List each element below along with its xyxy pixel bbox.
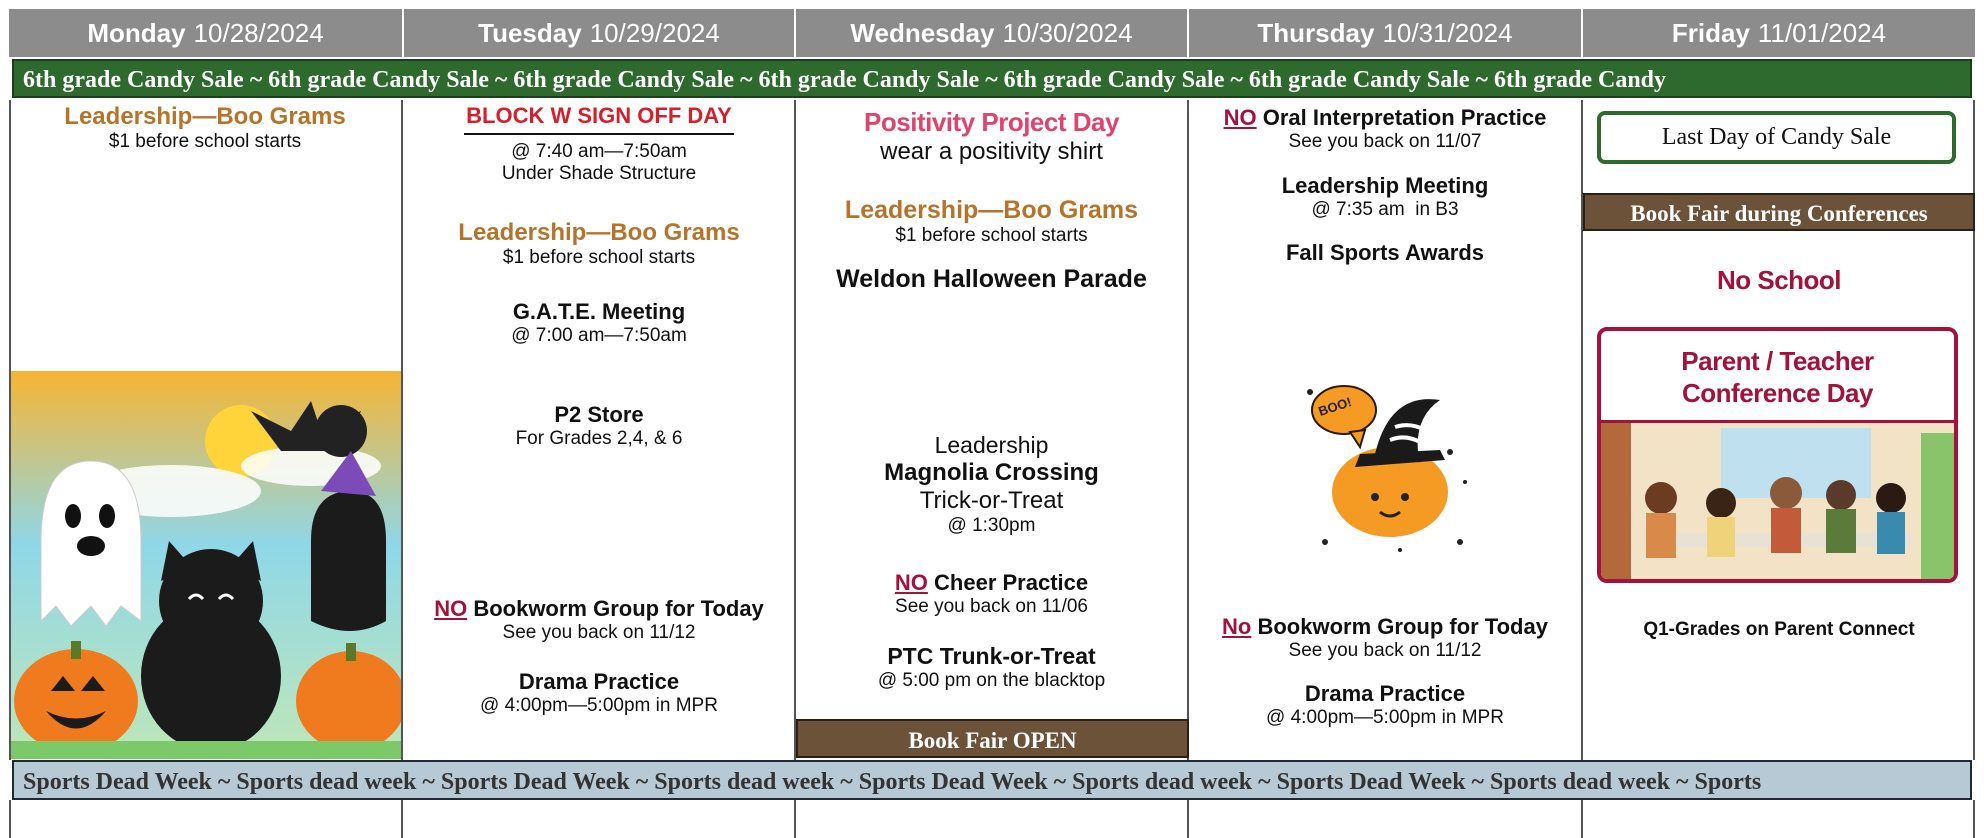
day-date: 11/01/2024	[1757, 17, 1887, 48]
boo-grams-title: Leadership—Boo Grams	[458, 219, 740, 246]
boo-grams-sub: $1 before school starts	[895, 225, 1088, 246]
monday-boo-grams	[11, 103, 399, 153]
day-date: 10/31/2024	[1382, 17, 1513, 48]
tuesday-p2-store	[404, 402, 794, 450]
header-monday	[9, 9, 402, 57]
gate-time: @ 7:00 am—7:50am	[511, 325, 687, 346]
tuesday-bookworm	[404, 596, 794, 644]
magnolia-title: Magnolia Crossing	[884, 459, 1099, 486]
day-name: Tuesday	[478, 17, 582, 48]
tuesday-gate-meeting	[404, 299, 794, 347]
positivity-sub: wear a positivity shirt	[880, 138, 1103, 165]
fall-sports-awards: Fall Sports Awards	[1285, 240, 1485, 265]
day-date: 10/28/2024	[193, 17, 324, 48]
no-school: No School	[1716, 265, 1842, 295]
thursday-bookworm	[1189, 614, 1581, 662]
block-w-title: BLOCK W SIGN OFF DAY	[464, 103, 734, 135]
candy-sale-banner: 6th grade Candy Sale ~ 6th grade Candy Sale ~ 6th grade Candy Sale ~ 6th grade Candy Sale ~ 6th grade Candy Sale ~ 6th grade Candy Sale ~ 6th grade Candy	[12, 59, 1972, 98]
leadership-time: @ 7:35 am in B3	[1311, 199, 1459, 220]
wednesday-boo-grams	[796, 196, 1187, 247]
ptc-sub: @ 5:00 pm on the blacktop	[877, 670, 1106, 691]
header-thursday	[1189, 9, 1581, 57]
tuesday-drama	[404, 669, 794, 717]
bookworm-sub: See you back on 11/12	[502, 622, 696, 643]
header-tuesday	[404, 9, 794, 57]
conference-title: Parent / Teacher Conference Day	[1601, 331, 1954, 423]
bookfair-open-banner: Book Fair OPEN	[796, 719, 1189, 758]
drama-time: @ 4:00pm—5:00pm in MPR	[1266, 707, 1504, 728]
trick-time: @ 1:30pm	[947, 515, 1036, 536]
conference-day-card	[1597, 327, 1958, 583]
conference-illustration	[1601, 423, 1954, 583]
pumpkin-witch-hat-illustration	[1300, 372, 1480, 557]
block-w-time: @ 7:40 am—7:50am	[511, 141, 687, 162]
boo-bubble-text: BOO!	[1316, 394, 1354, 419]
no-label: NO	[434, 596, 468, 621]
column-divider	[1581, 800, 1583, 838]
column-divider	[401, 800, 403, 838]
day-date: 10/29/2024	[589, 17, 720, 48]
bookfair-conferences-banner: Book Fair during Conferences	[1583, 193, 1975, 231]
last-day-candy-sale: Last Day of Candy Sale	[1597, 111, 1956, 164]
trick-label: Trick-or-Treat	[919, 487, 1064, 514]
column-divider	[401, 100, 403, 760]
ptc-title: PTC Trunk-or-Treat	[887, 643, 1096, 669]
right-border	[1973, 800, 1975, 838]
bookworm-sub: See you back on 11/12	[1288, 640, 1482, 661]
no-label: NO	[894, 570, 928, 595]
drama-title: Drama Practice	[518, 669, 680, 694]
day-date: 10/30/2024	[1002, 17, 1133, 48]
cheer-sub: See you back on 11/06	[895, 596, 1088, 617]
q1-grades: Q1-Grades on Parent Connect	[1643, 619, 1915, 640]
positivity-title: Positivity Project Day	[864, 107, 1119, 137]
wednesday-cheer	[796, 570, 1187, 618]
leadership-title: Leadership Meeting	[1281, 173, 1489, 198]
leadership-label: Leadership	[934, 432, 1049, 458]
drama-time: @ 4:00pm—5:00pm in MPR	[480, 695, 718, 716]
cheer-title: Cheer Practice	[934, 570, 1089, 595]
boo-grams-sub: $1 before school starts	[502, 247, 696, 268]
day-name: Monday	[87, 17, 186, 48]
no-label: No	[1222, 614, 1252, 639]
bookworm-title: Bookworm Group for Today	[473, 596, 764, 621]
sports-dead-week-banner: Sports Dead Week ~ Sports dead week ~ Sports Dead Week ~ Sports dead week ~ Sports Dead Week ~ Sports dead week ~ Sports Dead Week ~ Sports dead week ~ Sports	[12, 760, 1972, 800]
day-name: Friday	[1671, 17, 1750, 48]
bookworm-title: Bookworm Group for Today	[1257, 614, 1548, 639]
day-name: Wednesday	[850, 17, 995, 48]
day-name: Thursday	[1257, 17, 1375, 48]
oral-sub: See you back on 11/07	[1288, 131, 1482, 152]
header-friday	[1583, 9, 1975, 57]
drama-title: Drama Practice	[1304, 681, 1466, 706]
weldon-parade: Weldon Halloween Parade	[836, 265, 1147, 293]
wednesday-positivity	[796, 107, 1187, 166]
oral-title: Oral Interpretation Practice	[1262, 105, 1547, 130]
thursday-leadership	[1189, 173, 1581, 221]
no-label: NO	[1223, 105, 1257, 130]
p2-sub: For Grades 2,4, & 6	[515, 428, 683, 449]
column-divider	[1187, 800, 1189, 838]
wednesday-magnolia	[796, 432, 1187, 537]
tuesday-boo-grams	[404, 219, 794, 269]
tuesday-block-w	[404, 103, 794, 185]
thursday-oral	[1189, 105, 1581, 153]
block-w-place: Under Shade Structure	[501, 163, 697, 184]
boo-grams-title: Leadership—Boo Grams	[844, 196, 1139, 224]
boo-grams-title: Leadership—Boo Grams	[64, 103, 346, 130]
header-wednesday	[796, 9, 1187, 57]
p2-title: P2 Store	[554, 402, 644, 427]
left-border	[9, 800, 11, 838]
thursday-drama	[1189, 681, 1581, 729]
halloween-illustration	[11, 371, 401, 759]
wednesday-ptc-trunk	[796, 643, 1187, 692]
gate-title: G.A.T.E. Meeting	[512, 299, 686, 324]
boo-grams-sub: $1 before school starts	[108, 131, 302, 152]
column-divider	[794, 800, 796, 838]
